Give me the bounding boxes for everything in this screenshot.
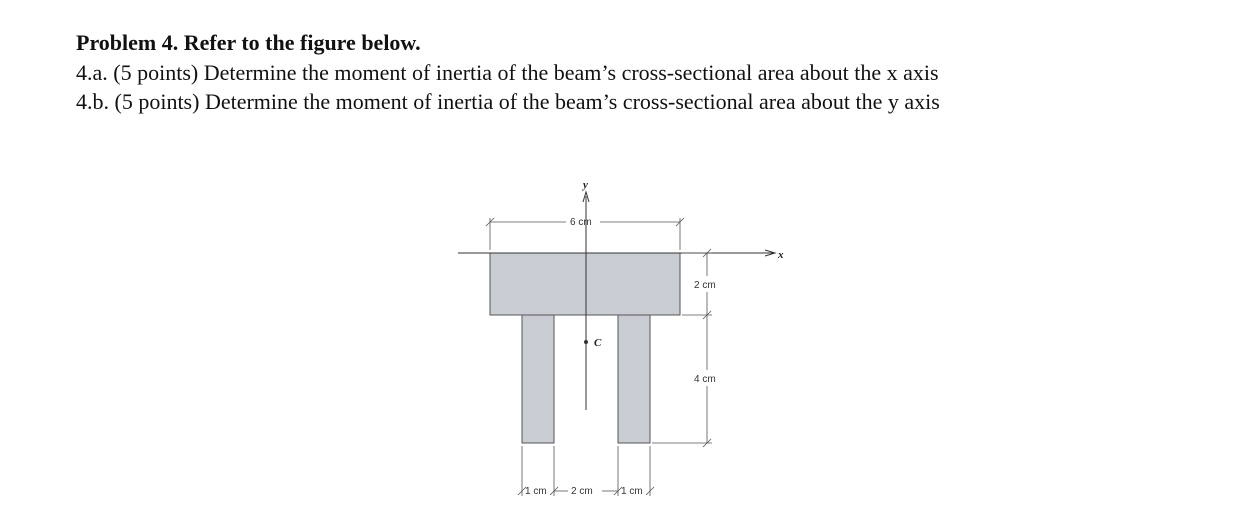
y-axis-label: y [583,179,588,191]
dim-flange-height-label: 2 cm [694,280,716,291]
top-flange [490,253,680,315]
problem-statement [76,28,1176,116]
problem-part-b: 4.b. (5 points) Determine the moment of inertia of the beam’s cross-sectional area about the y axis [76,89,940,114]
beam-cross-section-figure [440,170,820,510]
centroid-label: C [594,337,602,349]
dim-top-width-label: 6 cm [570,217,592,228]
left-leg [522,315,554,443]
beam-figure-svg [440,170,820,510]
dim-gap-label: 2 cm [571,486,593,497]
x-axis-label: x [778,249,784,261]
problem-title: Problem 4. Refer to the figure below. [76,30,421,55]
dim-leg2-width-label: 1 cm [621,486,643,497]
dim-leg-height-label: 4 cm [694,374,716,385]
dim-leg1-width-label: 1 cm [525,486,547,497]
problem-part-a: 4.a. (5 points) Determine the moment of inertia of the beam’s cross-sectional area about the x axis [76,60,939,85]
right-leg [618,315,650,443]
centroid-marker [584,340,588,344]
